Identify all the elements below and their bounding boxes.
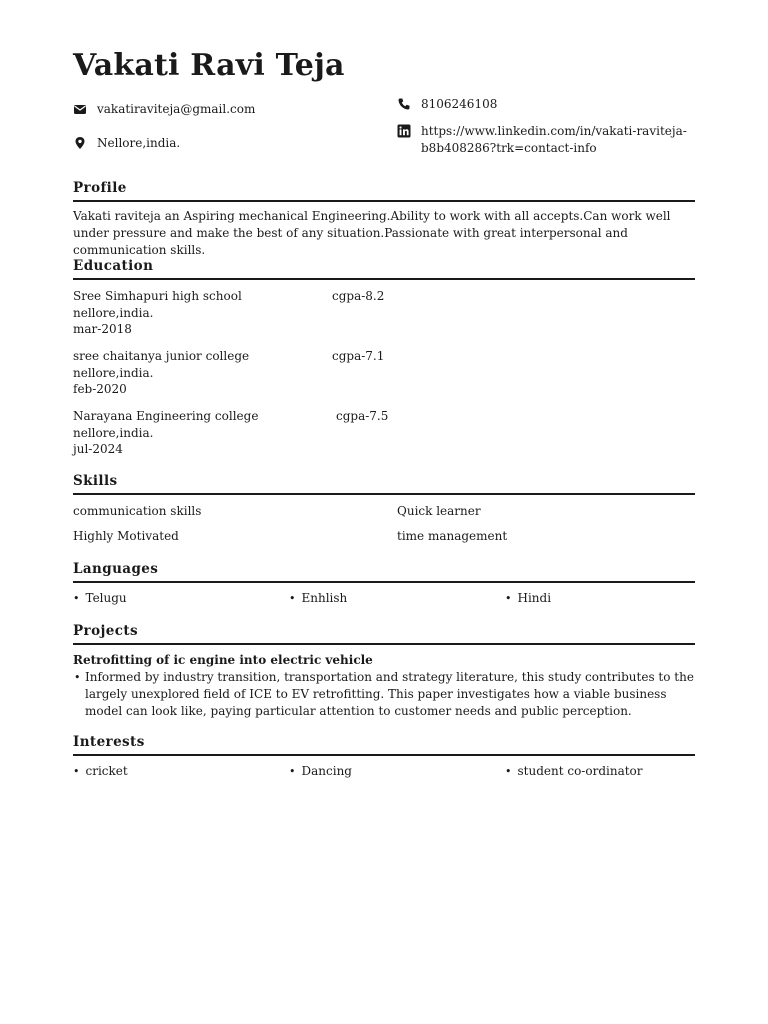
candidate-name: Vakati Ravi Teja [73, 48, 345, 83]
education-item [73, 288, 695, 348]
school-date: jul-2024 [73, 442, 123, 456]
grade: cgpa-8.2 [332, 289, 385, 303]
languages-section [73, 560, 695, 607]
interest-item: • student co-ordinator [505, 763, 695, 780]
education-item [73, 348, 695, 408]
section-heading: Languages [73, 560, 695, 583]
projects-section [73, 622, 695, 720]
school-location: nellore,india. [73, 425, 154, 440]
school-name: Sree Simhapuri high school [73, 289, 242, 303]
interests-section [73, 733, 695, 780]
skill-item: time management [397, 529, 508, 543]
contact-email[interactable] [73, 101, 255, 118]
section-heading: Profile [73, 179, 695, 202]
profile-section [73, 179, 695, 259]
section-heading: Skills [73, 472, 695, 495]
linkedin-url[interactable]: https://www.linkedin.com/in/vakati-raviteja- b8b408286?trk=contact-info [421, 124, 687, 155]
school-date: mar-2018 [73, 322, 132, 336]
language-item: • Telugu [73, 590, 289, 607]
language-item: • Enhlish [289, 590, 505, 607]
grade: cgpa-7.1 [332, 349, 385, 363]
school-location: nellore,india. [73, 305, 154, 320]
email-text: vakatiraviteja@gmail.com [97, 102, 256, 116]
skill-item: communication skills [73, 504, 202, 518]
contact-phone[interactable] [397, 96, 497, 113]
contact-linkedin[interactable] [397, 123, 687, 157]
skill-item: Highly Motivated [73, 529, 179, 543]
section-heading: Projects [73, 622, 695, 645]
language-item: • Hindi [505, 590, 695, 607]
grade: cgpa-7.5 [336, 409, 389, 423]
school-name: Narayana Engineering college [73, 409, 259, 423]
interest-item: • Dancing [289, 763, 505, 780]
contact-location [73, 135, 180, 152]
project-description: • Informed by industry transition, transportation and strategy literature, this study contributes to the largely unexplored field of ICE to EV retrofitting. This paper investigates how a viable business model can look like, paying particular attention to customer needs and public perception. [73, 669, 695, 720]
phone-text: 8106246108 [421, 97, 498, 111]
education-section [73, 257, 695, 468]
profile-text: Vakati raviteja an Aspiring mechanical Engineering.Ability to work with all accepts.Can work well under pressure and make the best of any situation.Passionate with great interpersonal and communication skills. [73, 209, 671, 257]
linkedin-icon [397, 124, 411, 138]
school-name: sree chaitanya junior college [73, 349, 250, 363]
school-location: nellore,india. [73, 365, 154, 380]
section-heading: Interests [73, 733, 695, 756]
location-text: Nellore,india. [97, 136, 181, 150]
school-date: feb-2020 [73, 382, 127, 396]
project-title: Retrofitting of ic engine into electric vehicle [73, 653, 373, 667]
education-item [73, 408, 695, 468]
location-pin-icon [73, 136, 87, 150]
skill-item: Quick learner [397, 504, 481, 518]
phone-icon [397, 97, 411, 111]
section-heading: Education [73, 257, 695, 280]
envelope-icon [73, 102, 87, 116]
interest-item: • cricket [73, 763, 289, 780]
skills-section [73, 472, 695, 545]
